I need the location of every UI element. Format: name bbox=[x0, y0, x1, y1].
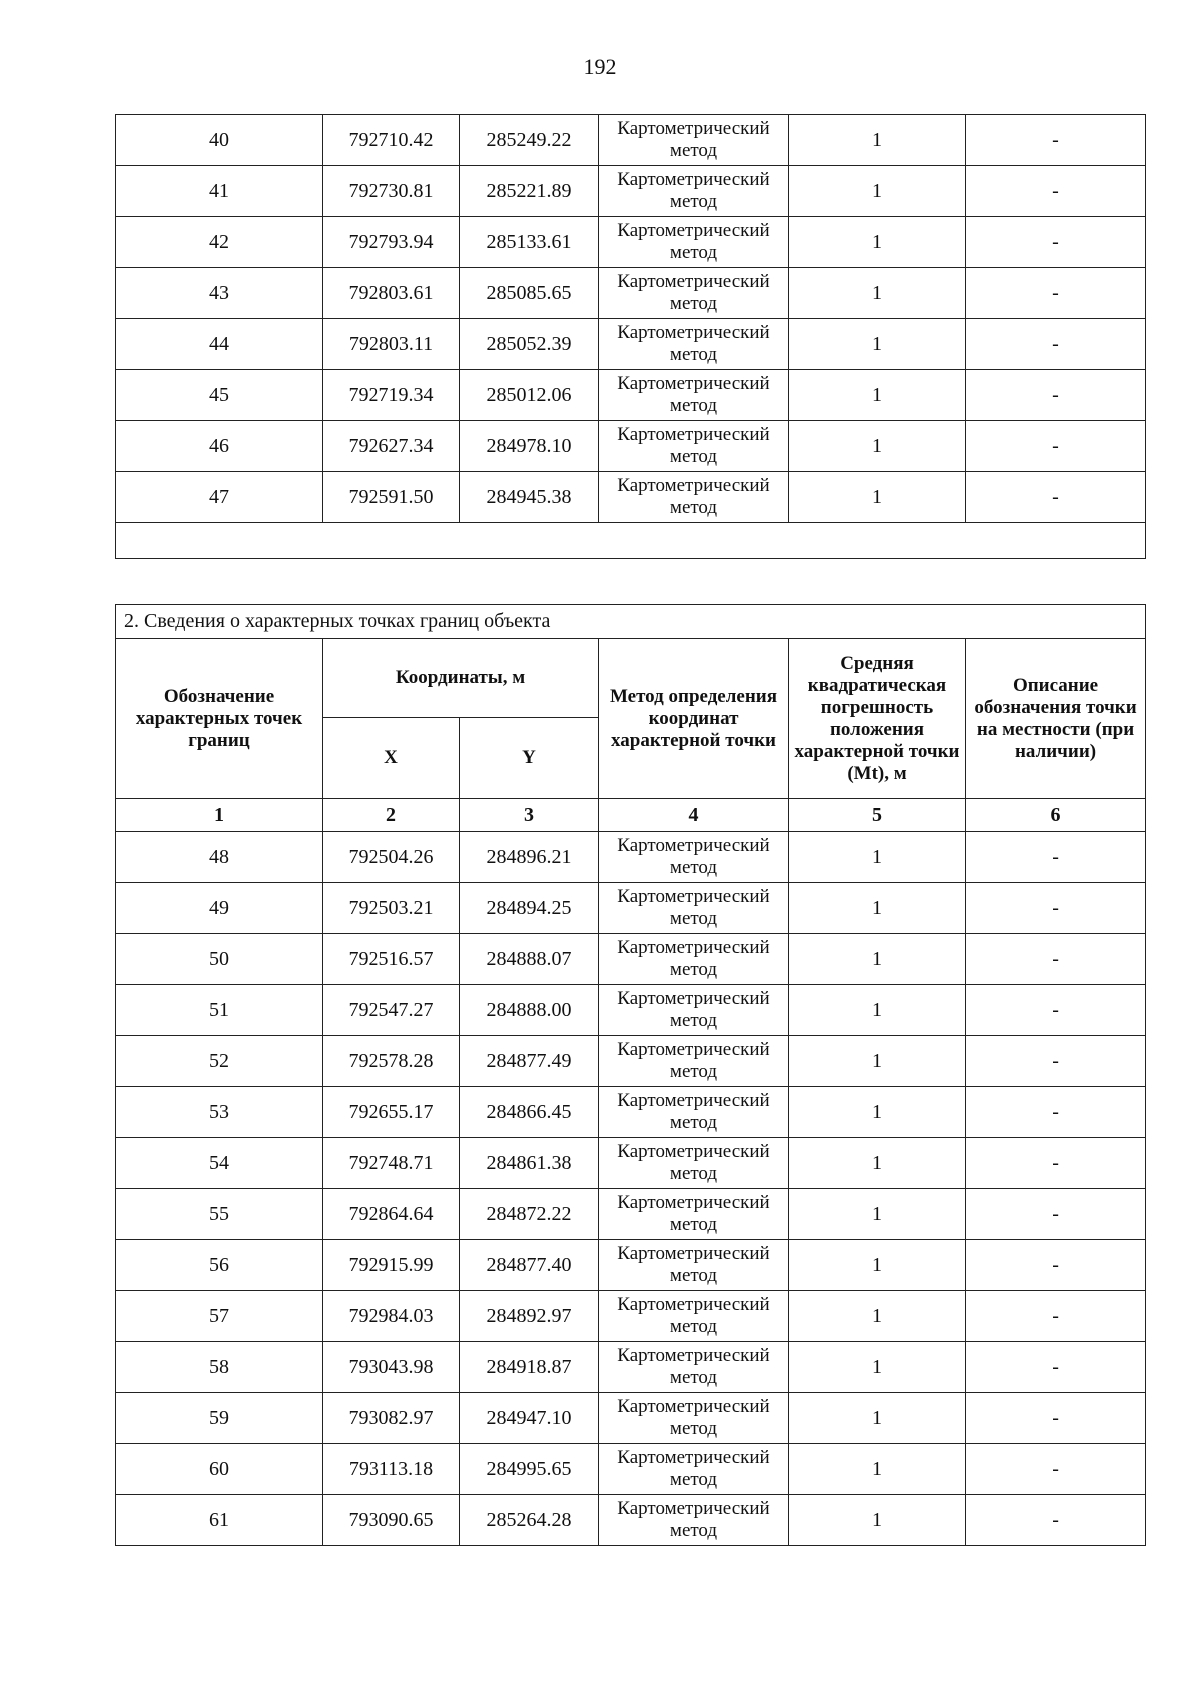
y-coordinate-cell: 284918.87 bbox=[460, 1342, 599, 1393]
point-number-cell: 61 bbox=[116, 1495, 323, 1546]
method-cell: Картометрический метод bbox=[599, 115, 789, 166]
table-row bbox=[116, 370, 1146, 421]
x-coordinate-cell: 792578.28 bbox=[323, 1036, 460, 1087]
description-cell: - bbox=[966, 1495, 1146, 1546]
method-cell: Картометрический метод bbox=[599, 1291, 789, 1342]
header-coordinates: Координаты, м bbox=[323, 639, 599, 718]
header-description: Описание обозначения точки на местности (при наличии) bbox=[966, 639, 1146, 799]
column-number: 6 bbox=[966, 799, 1146, 832]
accuracy-cell: 1 bbox=[789, 370, 966, 421]
point-number-cell: 40 bbox=[116, 115, 323, 166]
header-x: X bbox=[323, 718, 460, 799]
method-cell: Картометрический метод bbox=[599, 985, 789, 1036]
y-coordinate-cell: 284877.40 bbox=[460, 1240, 599, 1291]
y-coordinate-cell: 284872.22 bbox=[460, 1189, 599, 1240]
description-cell: - bbox=[966, 421, 1146, 472]
x-coordinate-cell: 792730.81 bbox=[323, 166, 460, 217]
accuracy-cell: 1 bbox=[789, 1495, 966, 1546]
description-cell: - bbox=[966, 370, 1146, 421]
table-row bbox=[116, 934, 1146, 985]
description-cell: - bbox=[966, 1393, 1146, 1444]
table-row bbox=[116, 472, 1146, 523]
description-cell: - bbox=[966, 883, 1146, 934]
point-number-cell: 50 bbox=[116, 934, 323, 985]
column-number: 2 bbox=[323, 799, 460, 832]
description-cell: - bbox=[966, 472, 1146, 523]
table-row bbox=[116, 1495, 1146, 1546]
accuracy-cell: 1 bbox=[789, 832, 966, 883]
description-cell: - bbox=[966, 115, 1146, 166]
point-number-cell: 51 bbox=[116, 985, 323, 1036]
y-coordinate-cell: 284945.38 bbox=[460, 472, 599, 523]
x-coordinate-cell: 793043.98 bbox=[323, 1342, 460, 1393]
table-row bbox=[116, 1240, 1146, 1291]
empty-row bbox=[116, 523, 1146, 559]
column-number: 5 bbox=[789, 799, 966, 832]
accuracy-cell: 1 bbox=[789, 883, 966, 934]
description-cell: - bbox=[966, 1138, 1146, 1189]
description-cell: - bbox=[966, 832, 1146, 883]
accuracy-cell: 1 bbox=[789, 1138, 966, 1189]
point-number-cell: 49 bbox=[116, 883, 323, 934]
table-row bbox=[116, 1138, 1146, 1189]
x-coordinate-cell: 792547.27 bbox=[323, 985, 460, 1036]
table-row bbox=[116, 985, 1146, 1036]
x-coordinate-cell: 792503.21 bbox=[323, 883, 460, 934]
y-coordinate-cell: 284896.21 bbox=[460, 832, 599, 883]
x-coordinate-cell: 792627.34 bbox=[323, 421, 460, 472]
method-cell: Картометрический метод bbox=[599, 1189, 789, 1240]
method-cell: Картометрический метод bbox=[599, 883, 789, 934]
table-row bbox=[116, 1444, 1146, 1495]
method-cell: Картометрический метод bbox=[599, 1444, 789, 1495]
point-number-cell: 55 bbox=[116, 1189, 323, 1240]
method-cell: Картометрический метод bbox=[599, 1495, 789, 1546]
table-row bbox=[116, 1036, 1146, 1087]
x-coordinate-cell: 793090.65 bbox=[323, 1495, 460, 1546]
y-coordinate-cell: 285221.89 bbox=[460, 166, 599, 217]
point-number-cell: 60 bbox=[116, 1444, 323, 1495]
column-number: 1 bbox=[116, 799, 323, 832]
point-number-cell: 47 bbox=[116, 472, 323, 523]
header-y: Y bbox=[460, 718, 599, 799]
description-cell: - bbox=[966, 268, 1146, 319]
y-coordinate-cell: 284947.10 bbox=[460, 1393, 599, 1444]
point-number-cell: 41 bbox=[116, 166, 323, 217]
y-coordinate-cell: 285249.22 bbox=[460, 115, 599, 166]
table-row bbox=[116, 1291, 1146, 1342]
method-cell: Картометрический метод bbox=[599, 268, 789, 319]
y-coordinate-cell: 285133.61 bbox=[460, 217, 599, 268]
description-cell: - bbox=[966, 985, 1146, 1036]
description-cell: - bbox=[966, 1036, 1146, 1087]
y-coordinate-cell: 284861.38 bbox=[460, 1138, 599, 1189]
table-row bbox=[116, 421, 1146, 472]
x-coordinate-cell: 793082.97 bbox=[323, 1393, 460, 1444]
method-cell: Картометрический метод bbox=[599, 1087, 789, 1138]
table-caption: 2. Сведения о характерных точках границ объекта bbox=[116, 605, 1146, 639]
x-coordinate-cell: 793113.18 bbox=[323, 1444, 460, 1495]
point-number-cell: 52 bbox=[116, 1036, 323, 1087]
accuracy-cell: 1 bbox=[789, 1189, 966, 1240]
page-number: 192 bbox=[583, 54, 617, 79]
table-row bbox=[116, 115, 1146, 166]
y-coordinate-cell: 285264.28 bbox=[460, 1495, 599, 1546]
y-coordinate-cell: 284888.07 bbox=[460, 934, 599, 985]
table-row bbox=[116, 1342, 1146, 1393]
x-coordinate-cell: 792504.26 bbox=[323, 832, 460, 883]
description-cell: - bbox=[966, 1240, 1146, 1291]
accuracy-cell: 1 bbox=[789, 217, 966, 268]
header-designation: Обозначение характерных точек границ bbox=[116, 639, 323, 799]
table-row bbox=[116, 1189, 1146, 1240]
x-coordinate-cell: 792864.64 bbox=[323, 1189, 460, 1240]
table-body bbox=[116, 605, 1146, 1546]
accuracy-cell: 1 bbox=[789, 319, 966, 370]
description-cell: - bbox=[966, 1342, 1146, 1393]
method-cell: Картометрический метод bbox=[599, 1036, 789, 1087]
table-row bbox=[116, 1393, 1146, 1444]
x-coordinate-cell: 792915.99 bbox=[323, 1240, 460, 1291]
method-cell: Картометрический метод bbox=[599, 217, 789, 268]
table-row bbox=[116, 319, 1146, 370]
x-coordinate-cell: 792803.61 bbox=[323, 268, 460, 319]
x-coordinate-cell: 792793.94 bbox=[323, 217, 460, 268]
empty-cell bbox=[116, 523, 1146, 559]
point-number-cell: 43 bbox=[116, 268, 323, 319]
y-coordinate-cell: 285012.06 bbox=[460, 370, 599, 421]
y-coordinate-cell: 284892.97 bbox=[460, 1291, 599, 1342]
y-coordinate-cell: 284894.25 bbox=[460, 883, 599, 934]
description-cell: - bbox=[966, 1444, 1146, 1495]
point-number-cell: 59 bbox=[116, 1393, 323, 1444]
method-cell: Картометрический метод bbox=[599, 1393, 789, 1444]
table-row bbox=[116, 1087, 1146, 1138]
x-coordinate-cell: 792516.57 bbox=[323, 934, 460, 985]
point-number-cell: 44 bbox=[116, 319, 323, 370]
x-coordinate-cell: 792719.34 bbox=[323, 370, 460, 421]
table-body bbox=[116, 115, 1146, 559]
x-coordinate-cell: 792591.50 bbox=[323, 472, 460, 523]
accuracy-cell: 1 bbox=[789, 472, 966, 523]
x-coordinate-cell: 792748.71 bbox=[323, 1138, 460, 1189]
y-coordinate-cell: 285085.65 bbox=[460, 268, 599, 319]
x-coordinate-cell: 792803.11 bbox=[323, 319, 460, 370]
column-number: 3 bbox=[460, 799, 599, 832]
table-row bbox=[116, 883, 1146, 934]
accuracy-cell: 1 bbox=[789, 934, 966, 985]
accuracy-cell: 1 bbox=[789, 115, 966, 166]
accuracy-cell: 1 bbox=[789, 421, 966, 472]
method-cell: Картометрический метод bbox=[599, 1240, 789, 1291]
point-number-cell: 46 bbox=[116, 421, 323, 472]
accuracy-cell: 1 bbox=[789, 1087, 966, 1138]
accuracy-cell: 1 bbox=[789, 1291, 966, 1342]
header-accuracy: Средняя квадратическая погрешность положения характерной точки (Mt), м bbox=[789, 639, 966, 799]
method-cell: Картометрический метод bbox=[599, 319, 789, 370]
description-cell: - bbox=[966, 319, 1146, 370]
accuracy-cell: 1 bbox=[789, 268, 966, 319]
header-method: Метод определения координат характерной точки bbox=[599, 639, 789, 799]
y-coordinate-cell: 285052.39 bbox=[460, 319, 599, 370]
x-coordinate-cell: 792655.17 bbox=[323, 1087, 460, 1138]
point-number-cell: 42 bbox=[116, 217, 323, 268]
coordinates-table-continued bbox=[115, 114, 1146, 559]
method-cell: Картометрический метод bbox=[599, 934, 789, 985]
y-coordinate-cell: 284866.45 bbox=[460, 1087, 599, 1138]
point-number-cell: 45 bbox=[116, 370, 323, 421]
table-row bbox=[116, 832, 1146, 883]
point-number-cell: 53 bbox=[116, 1087, 323, 1138]
method-cell: Картометрический метод bbox=[599, 472, 789, 523]
description-cell: - bbox=[966, 1189, 1146, 1240]
description-cell: - bbox=[966, 1087, 1146, 1138]
accuracy-cell: 1 bbox=[789, 166, 966, 217]
method-cell: Картометрический метод bbox=[599, 421, 789, 472]
method-cell: Картометрический метод bbox=[599, 370, 789, 421]
method-cell: Картометрический метод bbox=[599, 166, 789, 217]
point-number-cell: 56 bbox=[116, 1240, 323, 1291]
table-row bbox=[116, 217, 1146, 268]
point-number-cell: 57 bbox=[116, 1291, 323, 1342]
description-cell: - bbox=[966, 166, 1146, 217]
accuracy-cell: 1 bbox=[789, 1240, 966, 1291]
accuracy-cell: 1 bbox=[789, 1393, 966, 1444]
accuracy-cell: 1 bbox=[789, 1444, 966, 1495]
x-coordinate-cell: 792984.03 bbox=[323, 1291, 460, 1342]
description-cell: - bbox=[966, 217, 1146, 268]
accuracy-cell: 1 bbox=[789, 1036, 966, 1087]
point-number-cell: 54 bbox=[116, 1138, 323, 1189]
method-cell: Картометрический метод bbox=[599, 832, 789, 883]
y-coordinate-cell: 284888.00 bbox=[460, 985, 599, 1036]
table-row bbox=[116, 166, 1146, 217]
method-cell: Картометрический метод bbox=[599, 1342, 789, 1393]
y-coordinate-cell: 284995.65 bbox=[460, 1444, 599, 1495]
y-coordinate-cell: 284877.49 bbox=[460, 1036, 599, 1087]
y-coordinate-cell: 284978.10 bbox=[460, 421, 599, 472]
boundary-points-table bbox=[115, 604, 1146, 1546]
table-row bbox=[116, 268, 1146, 319]
description-cell: - bbox=[966, 934, 1146, 985]
point-number-cell: 48 bbox=[116, 832, 323, 883]
description-cell: - bbox=[966, 1291, 1146, 1342]
x-coordinate-cell: 792710.42 bbox=[323, 115, 460, 166]
point-number-cell: 58 bbox=[116, 1342, 323, 1393]
method-cell: Картометрический метод bbox=[599, 1138, 789, 1189]
accuracy-cell: 1 bbox=[789, 985, 966, 1036]
accuracy-cell: 1 bbox=[789, 1342, 966, 1393]
column-number: 4 bbox=[599, 799, 789, 832]
